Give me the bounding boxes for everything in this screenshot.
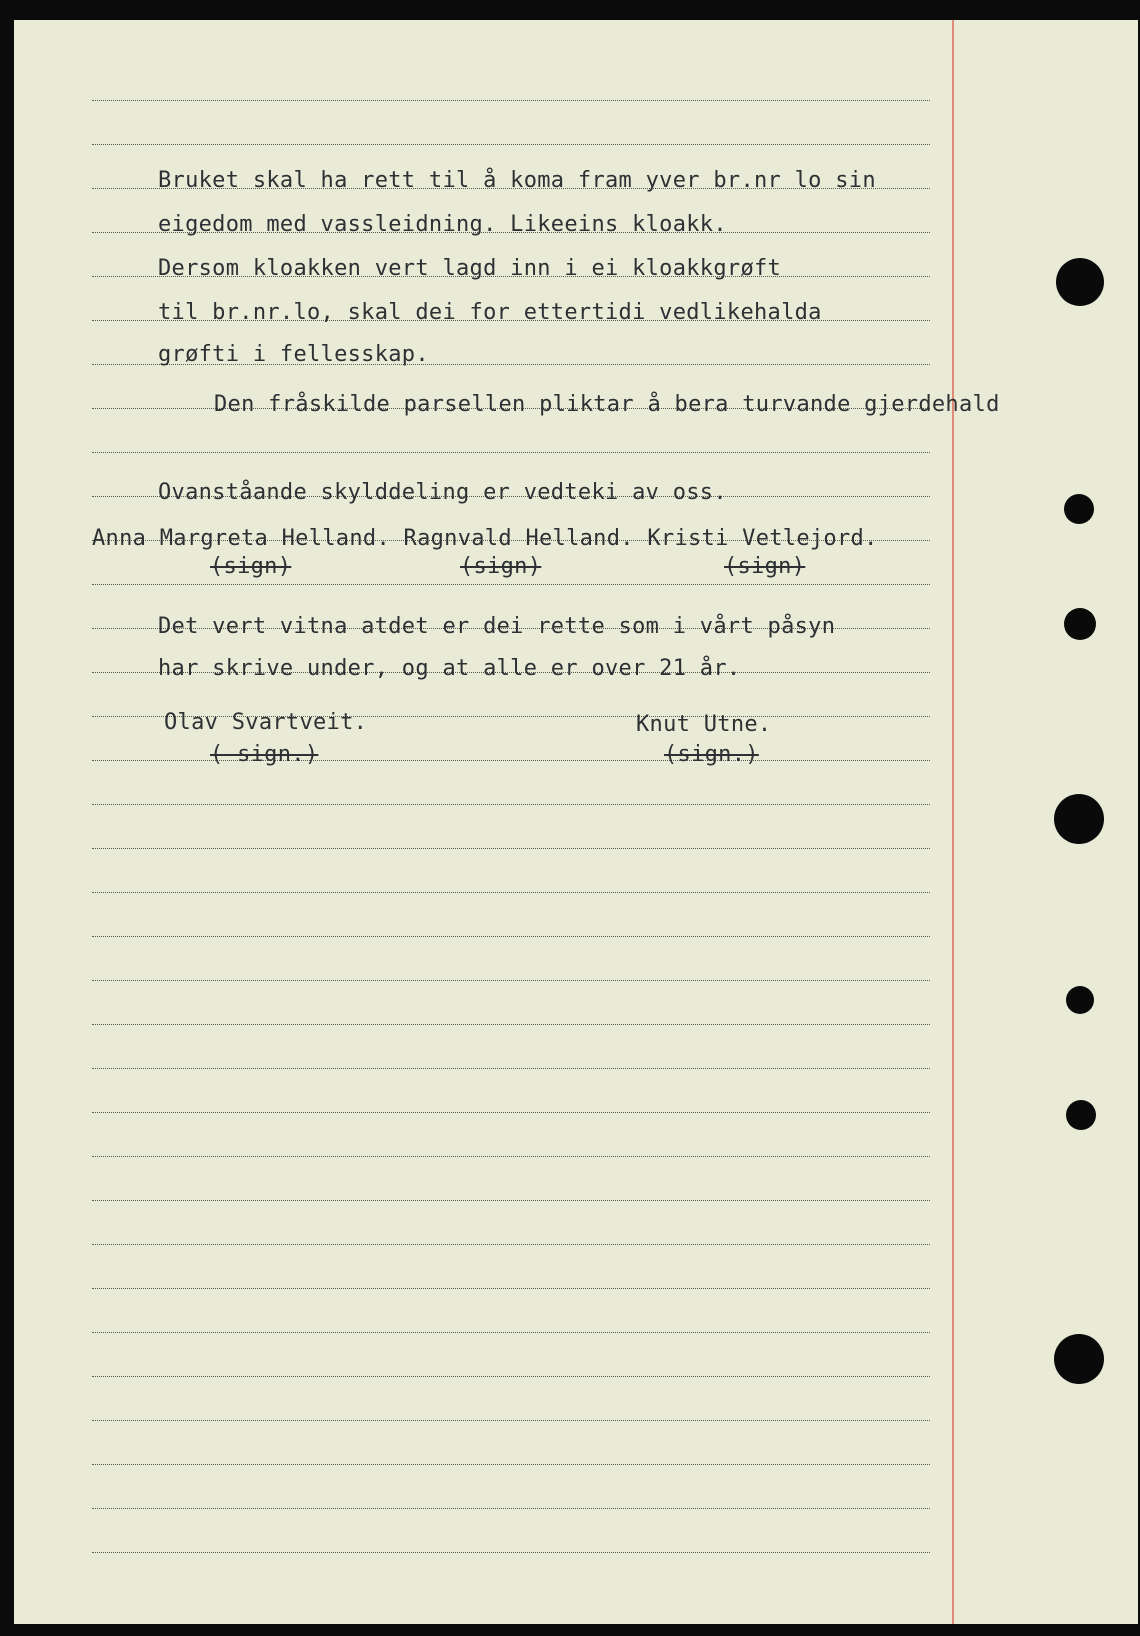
binder-hole [1056, 258, 1104, 306]
signature-mark: (sign) [210, 554, 292, 579]
signature-mark: (sign.) [664, 742, 759, 767]
signature-mark: (sign) [460, 554, 542, 579]
body-line: eigedom med vassleidning. Likeeins kloakk. [158, 212, 727, 237]
binder-hole [1066, 986, 1094, 1014]
binder-hole [1054, 1334, 1104, 1384]
ruled-line [92, 1508, 930, 1509]
binder-hole [1064, 608, 1096, 640]
signatory-names: Anna Margreta Helland. Ragnvald Helland. Kristi Vetlejord. [92, 526, 878, 551]
signature-mark: ( sign.) [210, 742, 319, 767]
binder-hole [1054, 794, 1104, 844]
ruled-line [92, 1420, 930, 1421]
ruled-line [92, 1464, 930, 1465]
ruled-line [92, 1332, 930, 1333]
confirmation-line: Ovanståande skylddeling er vedteki av oss. [158, 480, 727, 505]
witness-line: har skrive under, og at alle er over 21 år. [158, 656, 741, 681]
ruled-line [92, 1200, 930, 1201]
signature-mark: (sign) [724, 554, 806, 579]
document-page [14, 20, 1138, 1624]
body-line: til br.nr.lo, skal dei for ettertidi vedlikehalda [158, 300, 822, 325]
body-line: grøfti i fellesskap. [158, 342, 429, 367]
ruled-line [92, 584, 930, 585]
binder-hole [1064, 494, 1094, 524]
body-line: Den fråskilde parsellen pliktar å bera turvande gjerdehald [214, 392, 1000, 417]
ruled-line [92, 1156, 930, 1157]
ruled-line [92, 100, 930, 101]
ruled-line [92, 936, 930, 937]
binder-hole [1066, 1100, 1096, 1130]
ruled-line [92, 1376, 930, 1377]
ruled-line [92, 1244, 930, 1245]
ruled-line [92, 1112, 930, 1113]
ruled-line [92, 144, 930, 145]
ruled-line [92, 1288, 930, 1289]
ruled-line [92, 980, 930, 981]
margin-line [952, 20, 954, 1624]
ruled-line [92, 1068, 930, 1069]
witness-line: Det vert vitna atdet er dei rette som i vårt påsyn [158, 614, 836, 639]
ruled-line [92, 804, 930, 805]
witness-name: Olav Svartveit. [164, 710, 368, 735]
ruled-line [92, 848, 930, 849]
body-line: Bruket skal ha rett til å koma fram yver br.nr lo sin [158, 168, 876, 193]
witness-name: Knut Utne. [636, 712, 772, 737]
ruled-line [92, 892, 930, 893]
ruled-line [92, 1024, 930, 1025]
ruled-line [92, 1552, 930, 1553]
ruled-line [92, 452, 930, 453]
body-line: Dersom kloakken vert lagd inn i ei kloakkgrøft [158, 256, 782, 281]
